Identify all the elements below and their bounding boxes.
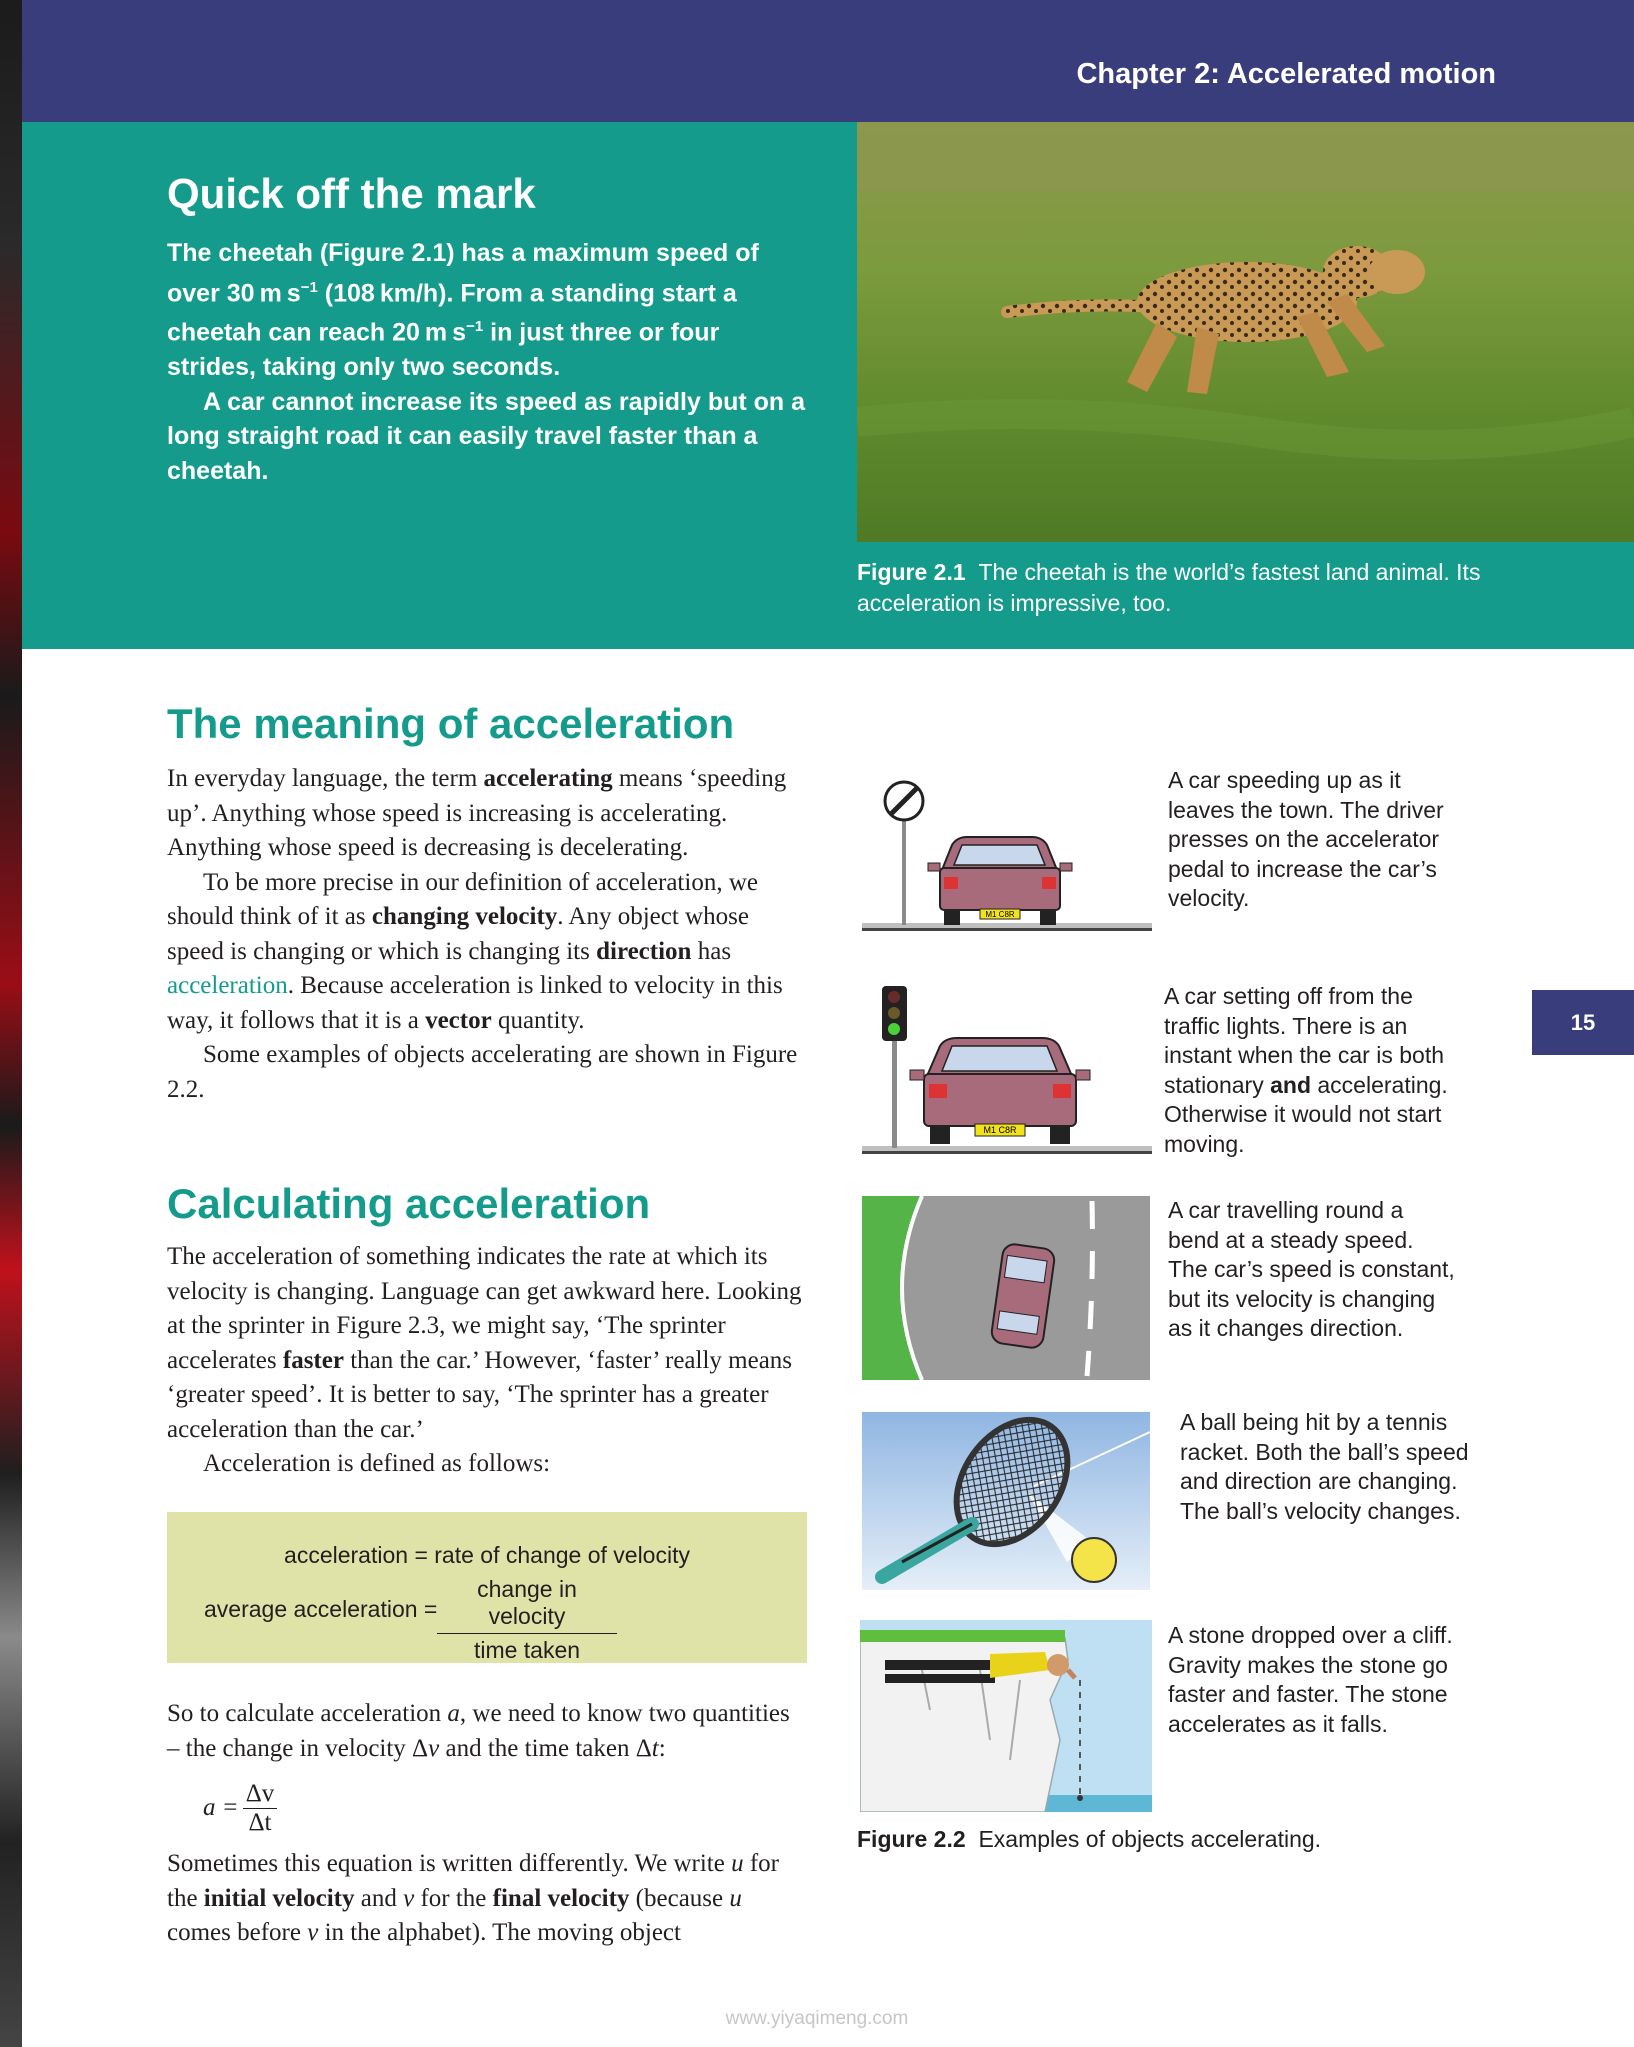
figure-2-2-caption-1: A car speeding up as it leaves the town. The driver presses on the accelerator pedal to increase the car’s velocity. [1168, 767, 1444, 911]
definition-fraction: change in velocity time taken [437, 1576, 617, 1664]
section-calculating-text: The acceleration of something indicates the rate at which its velocity is changing. Language can get awkward here. Looking at the sprinter in Figure 2.3, we might say, ‘The sprinter accelerates faster than the car.’ However, ‘faster’ really means ‘greater speed’. It is better to say, ‘The sprinter has a greater acceleration than the car.’ Acceleration is defined as follows: [167, 1243, 802, 1477]
figure-2-2-caption-5: A stone dropped over a cliff. Gravity makes the stone go faster and faster. The stone accelerates as it falls. [1168, 1622, 1453, 1737]
definition-line: acceleration = rate of change of velocity [284, 1542, 690, 1568]
section-heading-calculating: Calculating acceleration [167, 1180, 651, 1227]
stone-over-cliff-illustration [860, 1620, 1152, 1812]
calc-paragraph: So to calculate acceleration a, we need to know two quantities – the change in velocity Δv and the time taken Δt: [167, 1700, 790, 1762]
intro-title: Quick off the mark [167, 170, 536, 217]
cheetah-photo [857, 122, 1634, 542]
chapter-title: Chapter 2: Accelerated motion [1076, 58, 1496, 90]
average-acceleration-label: average acceleration = [204, 1596, 438, 1622]
car-leaving-town-illustration [862, 775, 1152, 950]
car-round-bend-illustration [862, 1196, 1150, 1380]
license-plate: M1 C8R [983, 1125, 1017, 1135]
chapter-header-bar [22, 0, 1634, 122]
key-term-acceleration: acceleration [167, 972, 288, 999]
watermark: www.yiyaqimeng.com [725, 2008, 909, 2029]
definition-box [167, 1512, 807, 1663]
figure-2-1-caption: Figure 2.1 The cheetah is the world’s fastest land animal. Its acceleration is impressive, too. [857, 559, 1481, 616]
section-meaning-text: In everyday language, the term accelerating means ‘speeding up’. Anything whose speed is increasing is accelerating. Anything whose speed is decreasing is decelerating. To be more precise in our definition of acceleration, we should think of it as changing velocity. Any object whose speed is changing or which is changing its direction has acceleration. Because acceleration is linked to velocity in this way, it follows that it is a vector quantity. Some examples of objects accelerating are shown in Figure 2.2. [167, 765, 798, 1103]
car-at-traffic-lights-illustration [862, 978, 1152, 1173]
tennis-racket-illustration [862, 1412, 1150, 1590]
figure-2-2-caption: Figure 2.2 Examples of objects accelerating. [857, 1826, 1322, 1852]
initial-final-velocity-text: Sometimes this equation is written differently. We write u for the initial velocity and v for the final velocity (because u comes before v in the alphabet). The moving object [167, 1850, 779, 1946]
figure-2-2-caption-2: A car setting off from the traffic lights. There is an instant when the car is both stationary and accelerating. Otherwise it would not start moving. [1164, 983, 1448, 1157]
section-heading-meaning: The meaning of acceleration [167, 700, 735, 747]
left-edge-decoration [0, 0, 22, 2047]
figure-2-2-caption-4: A ball being hit by a tennis racket. Both the ball’s speed and direction are changing. The ball’s velocity changes. [1180, 1409, 1469, 1524]
intro-text: The cheetah (Figure 2.1) has a maximum speed of over 30 m $s^{-1}$ (108 km/h). From a standing start a cheetah can reach 20 m $s^{-1}$ in just three or four strides, taking only two seconds. A car cannot increase its speed as rapidly but on a long straight road it can easily travel faster than a cheetah. [167, 239, 806, 485]
page-number: 15 [1532, 990, 1634, 1055]
license-plate: M1 C8R [985, 910, 1015, 919]
figure-2-2-caption-3: A car travelling round a bend at a steady speed. The car’s speed is constant, but its velocity is changing as it changes direction. [1168, 1197, 1455, 1341]
